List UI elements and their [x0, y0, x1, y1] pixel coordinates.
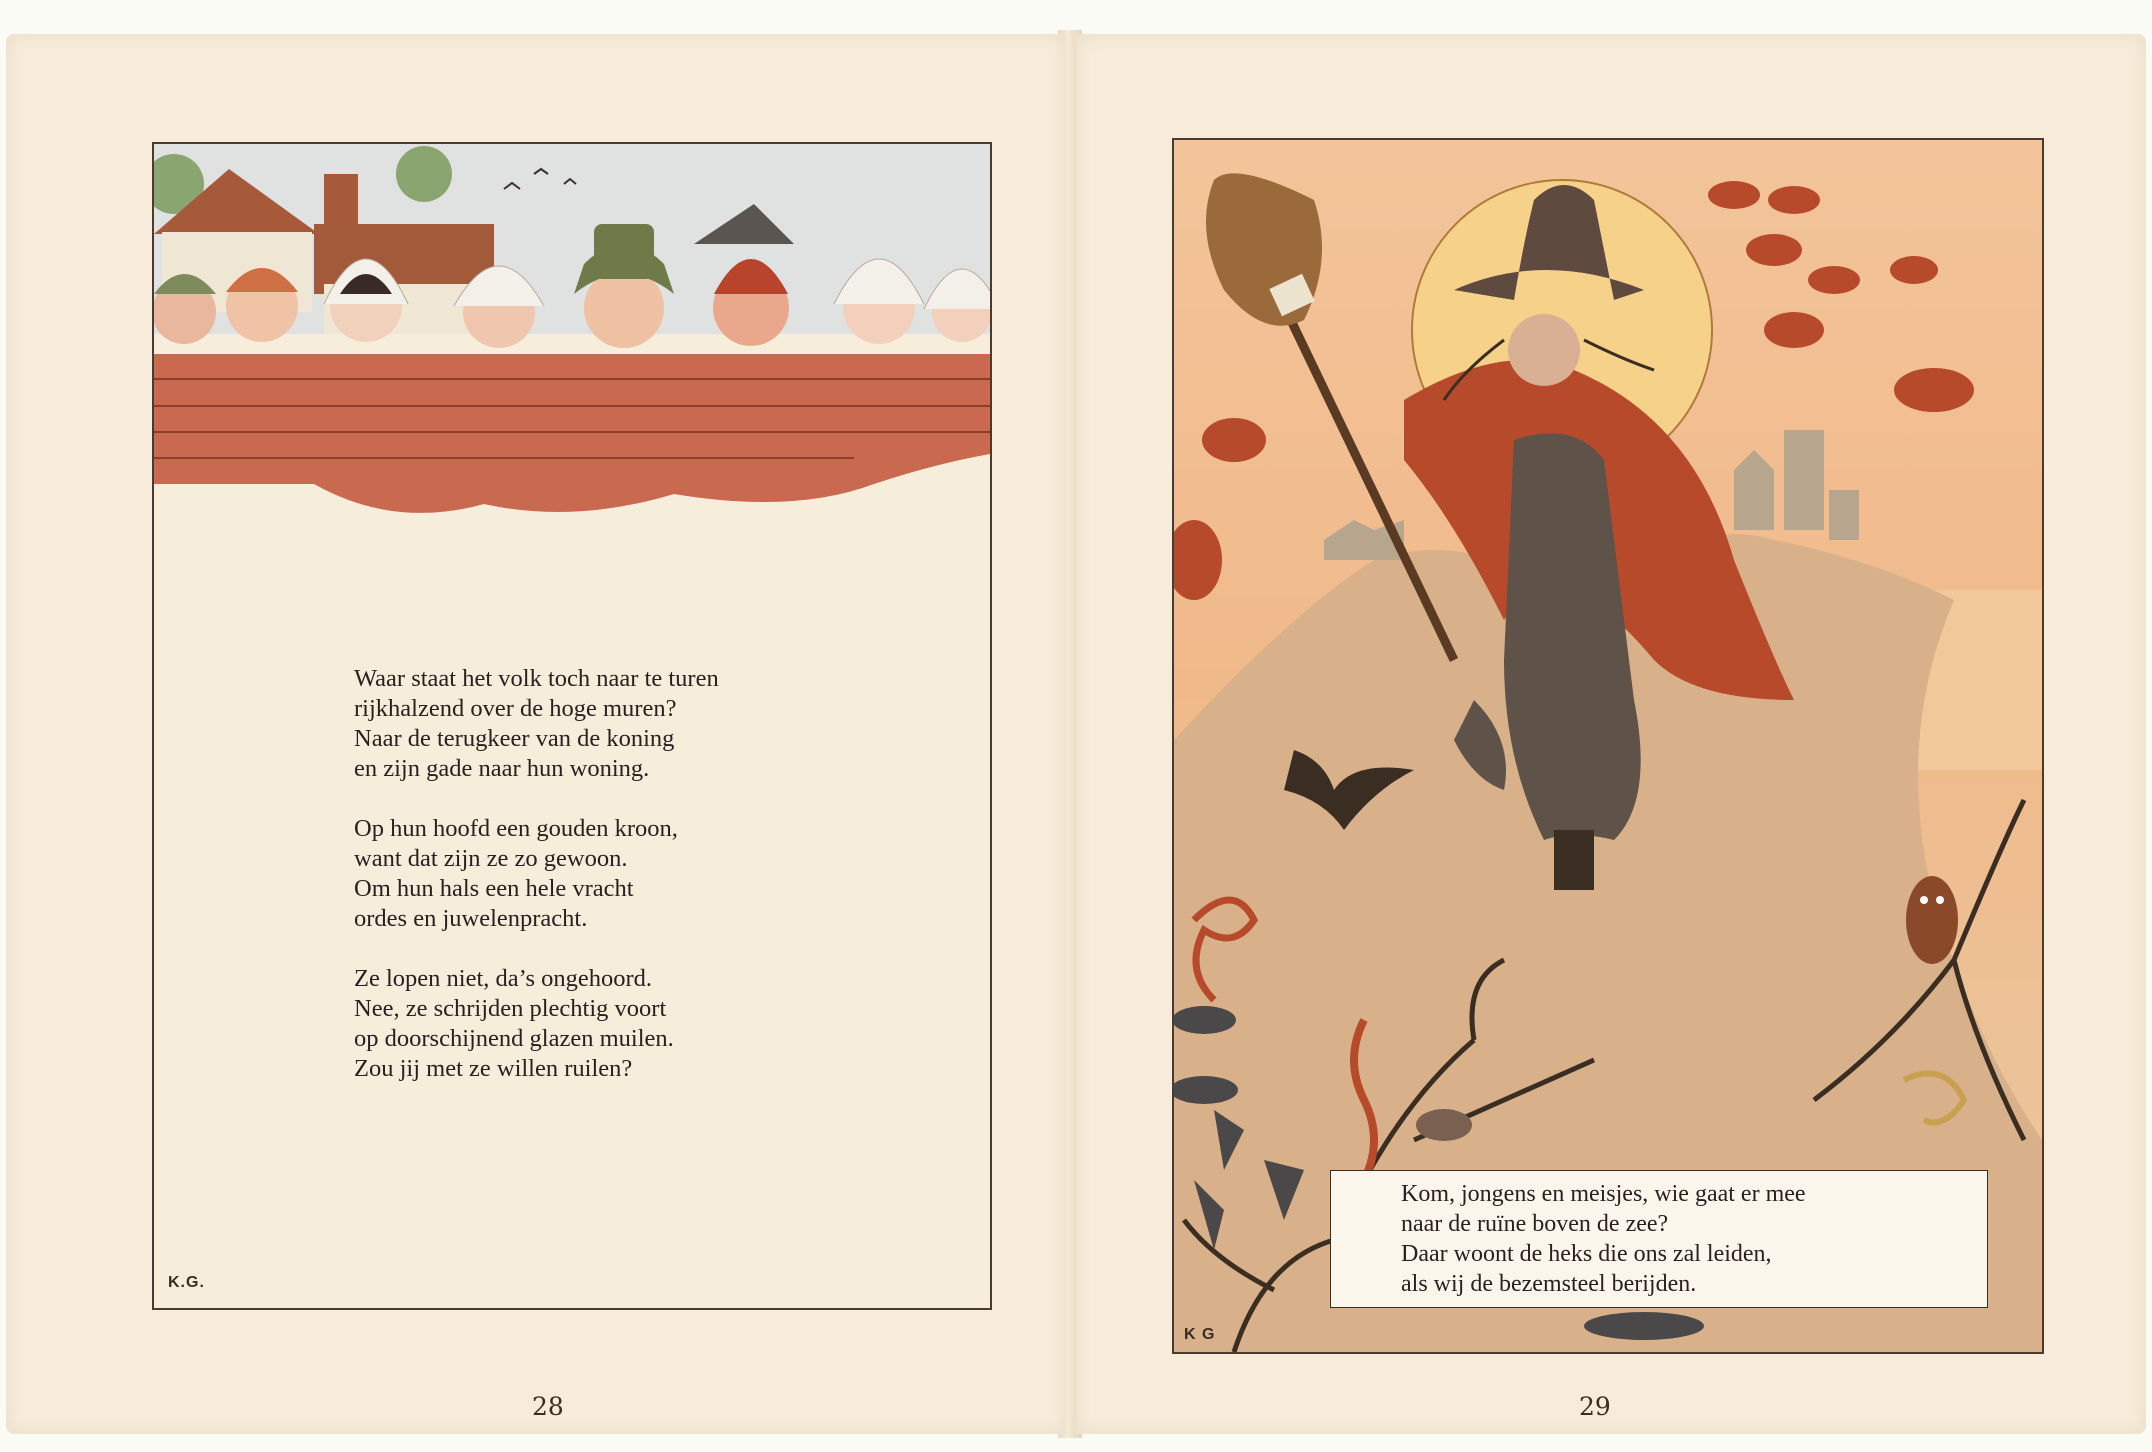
illustrator-initials: K.G.: [168, 1274, 205, 1291]
caption-line: naar de ruïne boven de zee?: [1401, 1211, 1669, 1237]
poem-line: Om hun hals een hele vracht: [354, 875, 634, 902]
wall-crowd-illustration: [154, 144, 990, 574]
page-number-right: 29: [1579, 1392, 1611, 1421]
page-number-left: 28: [532, 1392, 564, 1421]
left-poem: [354, 664, 719, 1114]
left-page: [6, 34, 1066, 1434]
stanza-2: [354, 814, 719, 934]
poem-line: Zou jij met ze willen ruilen?: [354, 1055, 633, 1082]
poem-line: Nee, ze schrijden plechtig voort: [354, 995, 667, 1022]
caption-line: Daar woont de heks die ons zal leiden,: [1401, 1241, 1772, 1267]
stanza-3: [354, 964, 719, 1084]
right-page: [1076, 34, 2146, 1434]
poem-line: Ze lopen niet, da’s ongehoord.: [354, 965, 653, 992]
poem-line: rijkhalzend over de hoge muren?: [354, 695, 677, 722]
poem-line: Waar staat het volk toch naar te turen: [354, 665, 719, 692]
poem-line: op doorschijnend glazen muilen.: [354, 1025, 674, 1052]
poem-line: en zijn gade naar hun woning.: [354, 755, 650, 782]
caption-box: [1330, 1170, 1988, 1308]
poem-line: Op hun hoofd een gouden kroon,: [354, 815, 678, 842]
poem-line: want dat zijn ze zo gewoon.: [354, 845, 628, 872]
right-caption: [1401, 1179, 2044, 1299]
left-frame: [152, 142, 992, 1310]
caption-line: Kom, jongens en meisjes, wie gaat er mee: [1401, 1181, 1806, 1207]
poem-line: Naar de terugkeer van de koning: [354, 725, 675, 752]
stanza-1: [354, 664, 719, 784]
caption-line: als wij de bezemsteel berijden.: [1401, 1271, 1697, 1297]
illustrator-initials: K G: [1184, 1326, 1216, 1343]
poem-line: ordes en juwelenpracht.: [354, 905, 588, 932]
right-frame: [1172, 138, 2044, 1354]
